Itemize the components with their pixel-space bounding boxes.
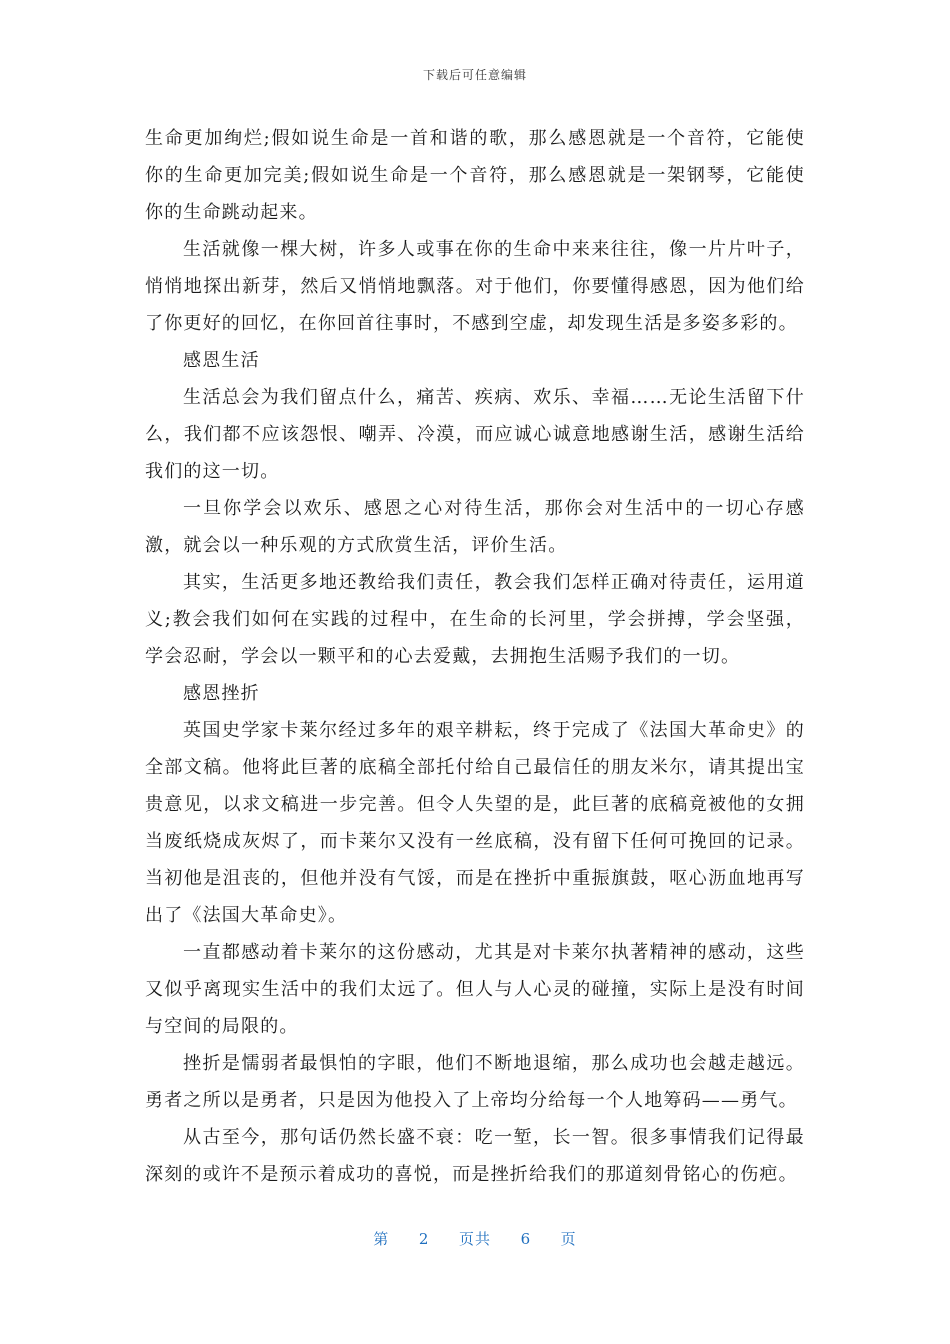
section-heading-gratitude-life: 感恩生活	[183, 350, 260, 371]
document-body	[145, 120, 805, 1193]
paragraph-5: 其实，生活更多地还教给我们责任，教会我们怎样正确对待责任，运用道义;教会我们如何在实践的过程中，在生命的长河里，学会拼搏，学会坚强，学会忍耐，学会以一颗平和的心去爱戴，去拥抱生活赐予我们的一切。	[145, 572, 805, 667]
page-footer	[0, 1228, 950, 1249]
paragraph-4: 一旦你学会以欢乐、感恩之心对待生活，那你会对生活中的一切心存感激，就会以一种乐观的方式欣赏生活，评价生活。	[145, 498, 805, 556]
paragraph-2: 生活就像一棵大树，许多人或事在你的生命中来来往往，像一片片叶子，悄悄地探出新芽，然后又悄悄地飘落。对于他们，你要懂得感恩，因为他们给了你更好的回忆，在你回首往事时，不感到空虚，却发现生活是多姿多彩的。	[145, 239, 805, 334]
paragraph-9: 从古至今，那句话仍然长盛不衰：吃一堑，长一智。很多事情我们记得最深刻的或许不是预示着成功的喜悦，而是挫折给我们的那道刻骨铭心的伤疤。	[145, 1127, 805, 1185]
page-header: 下载后可任意编辑	[422, 68, 527, 82]
paragraph-1: 生命更加绚烂;假如说生命是一首和谐的歌，那么感恩就是一个音符，它能使你的生命更加完美;假如说生命是一个音符，那么感恩就是一架钢琴，它能使你的生命跳动起来。	[145, 128, 805, 223]
footer-total-pages: 6	[520, 1230, 532, 1248]
footer-prefix: 第	[373, 1230, 390, 1248]
section-heading-gratitude-setback: 感恩挫折	[183, 683, 260, 704]
footer-middle: 页共	[458, 1230, 491, 1248]
footer-current-page: 2	[418, 1230, 430, 1248]
paragraph-6: 英国史学家卡莱尔经过多年的艰辛耕耘，终于完成了《法国大革命史》的全部文稿。他将此巨著的底稿全部托付给自己最信任的朋友米尔，请其提出宝贵意见，以求文稿进一步完善。但令人失望的是，此巨著的底稿竟被他的女拥当废纸烧成灰烬了，而卡莱尔又没有一丝底稿，没有留下任何可挽回的记录。当初他是沮丧的，但他并没有气馁，而是在挫折中重振旗鼓，呕心沥血地再写出了《法国大革命史》。	[145, 720, 805, 926]
paragraph-8: 挫折是懦弱者最惧怕的字眼，他们不断地退缩，那么成功也会越走越远。勇者之所以是勇者，只是因为他投入了上帝均分给每一个人地筹码——勇气。	[145, 1053, 805, 1111]
footer-suffix: 页	[560, 1230, 577, 1248]
paragraph-7: 一直都感动着卡莱尔的这份感动，尤其是对卡莱尔执著精神的感动，这些又似乎离现实生活中的我们太远了。但人与人心灵的碰撞，实际上是没有时间与空间的局限的。	[145, 942, 805, 1037]
paragraph-3: 生活总会为我们留点什么，痛苦、疾病、欢乐、幸福……无论生活留下什么，我们都不应该怨恨、嘲弄、冷漠，而应诚心诚意地感谢生活，感谢生活给我们的这一切。	[145, 387, 805, 482]
